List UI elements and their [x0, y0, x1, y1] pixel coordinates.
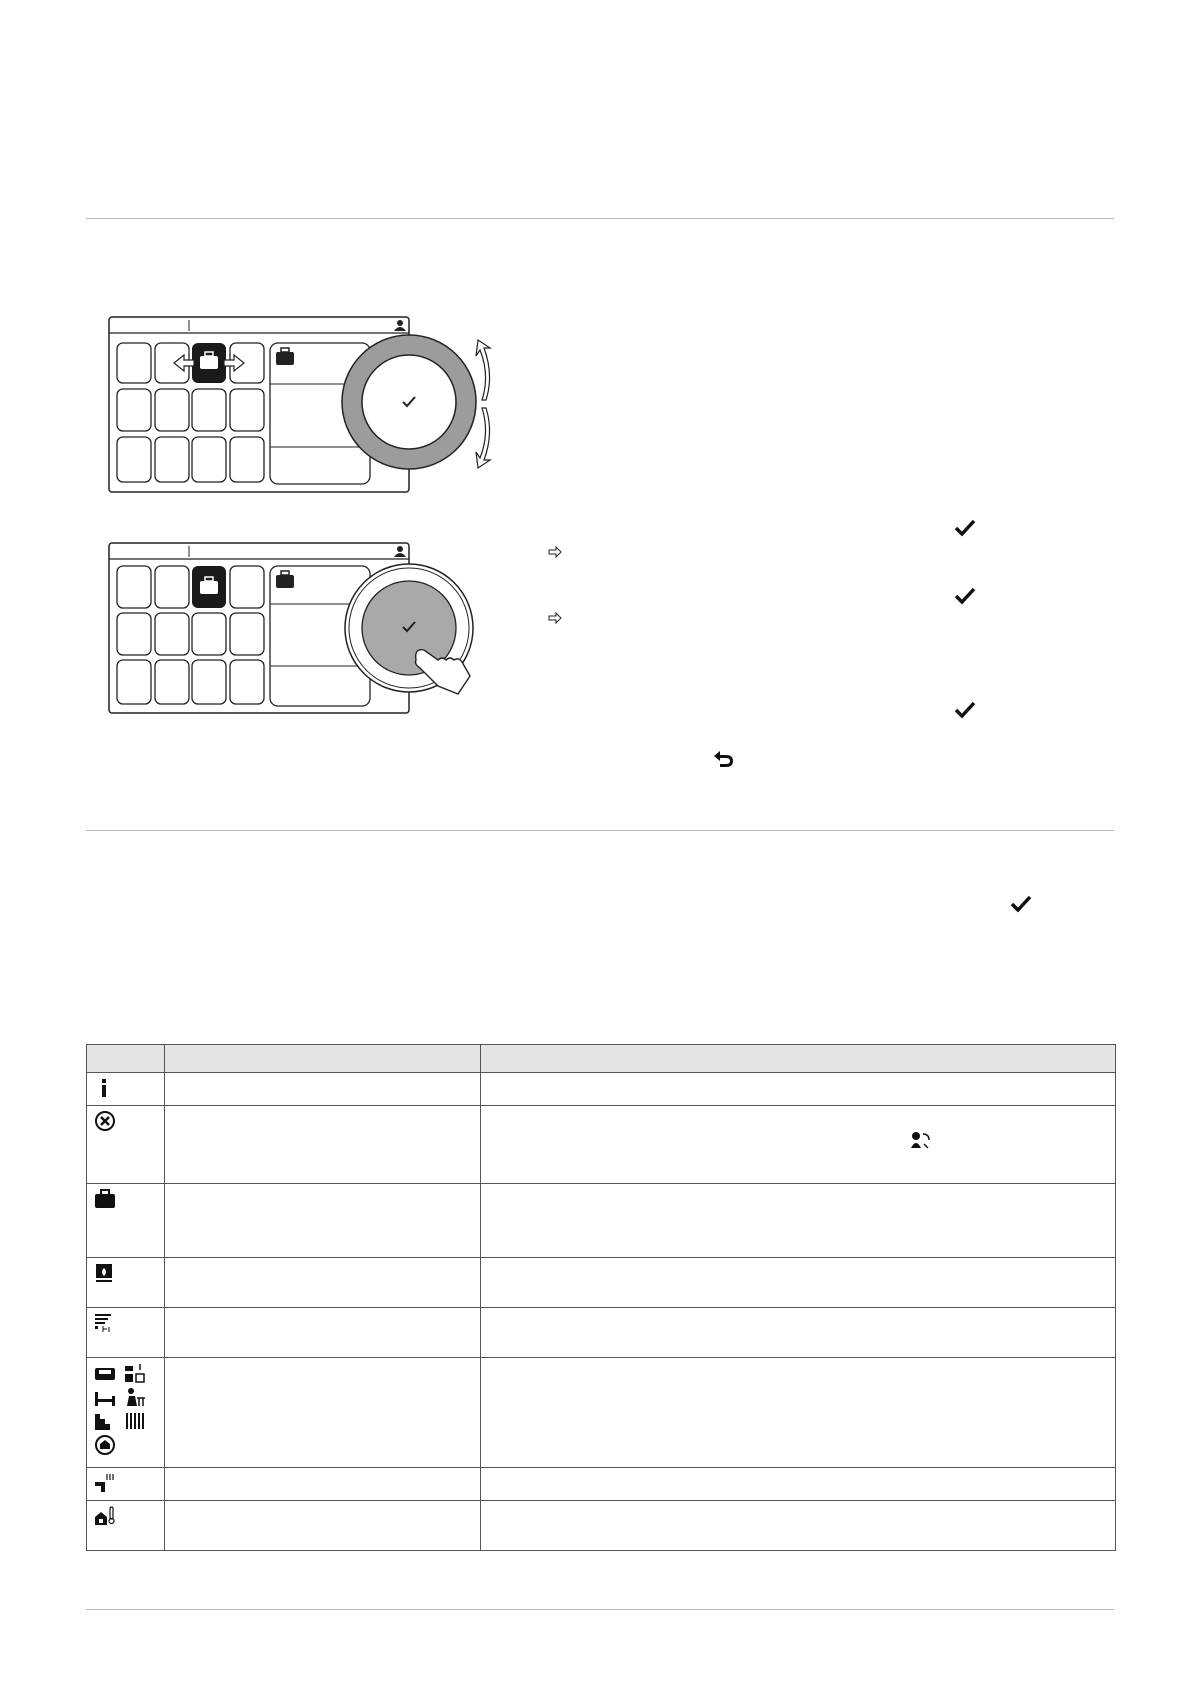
- illustration-press-dial: [104, 538, 484, 718]
- info-icon: [93, 1077, 117, 1099]
- table-row: [87, 1358, 1116, 1468]
- checkmark-icon: [954, 518, 976, 538]
- rotate-arrow-down-icon: [476, 408, 490, 468]
- section-divider-top: [86, 218, 1114, 219]
- pressure-bar-icon: [93, 1312, 117, 1334]
- radiator-icon: [123, 1410, 147, 1432]
- table-row: [87, 1501, 1116, 1551]
- rotate-arrow-up-icon: [476, 340, 490, 400]
- table-row: [87, 1258, 1116, 1308]
- section-divider-middle: [86, 830, 1114, 831]
- table-row: [87, 1073, 1116, 1106]
- checkmark-icon: [954, 700, 976, 720]
- table-row: [87, 1308, 1116, 1358]
- hot-water-tap-icon: [93, 1472, 117, 1494]
- service-contact-icon: [909, 1130, 933, 1152]
- symbol-legend-table: [86, 1044, 1116, 1551]
- checkmark-icon: [954, 586, 976, 606]
- column-header-symbol: [87, 1045, 165, 1073]
- living-room-sofa-icon: [93, 1362, 117, 1384]
- table-row: [87, 1468, 1116, 1501]
- illustration-rotate-dial: [104, 312, 504, 498]
- section-divider-footer: [86, 1609, 1114, 1610]
- result-arrow-icon: [548, 612, 562, 624]
- house-zone-icon: [93, 1434, 117, 1456]
- suitcase-icon: [93, 1188, 117, 1210]
- column-header-description: [481, 1045, 1116, 1073]
- table-row: [87, 1106, 1116, 1184]
- column-header-name: [165, 1045, 481, 1073]
- kitchen-icon: [123, 1362, 147, 1384]
- back-arrow-icon: [712, 748, 734, 768]
- outdoor-temperature-icon: [93, 1505, 117, 1527]
- office-desk-icon: [123, 1386, 147, 1408]
- error-x-circle-icon: [93, 1110, 117, 1132]
- table-header-row: [87, 1045, 1116, 1073]
- burner-flame-icon: [93, 1262, 117, 1284]
- result-arrow-icon: [548, 546, 562, 558]
- stairs-icon: [93, 1410, 117, 1432]
- checkmark-icon: [1010, 894, 1032, 914]
- bedroom-bed-icon: [93, 1386, 117, 1408]
- table-row: [87, 1184, 1116, 1258]
